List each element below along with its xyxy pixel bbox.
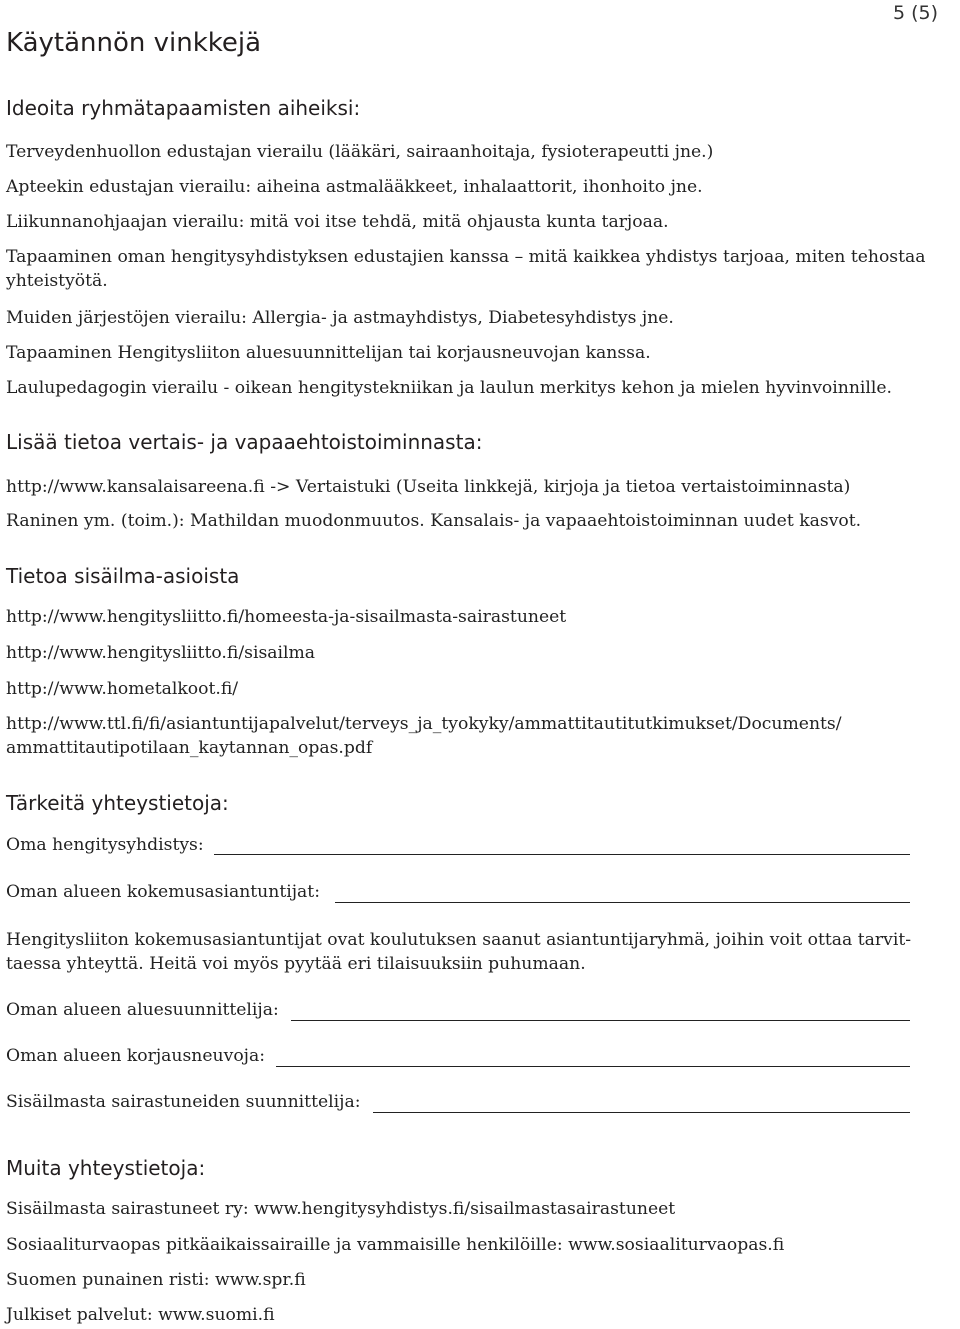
ideas-heading: Ideoita ryhmätapaamisten aiheiksi: [6,96,361,120]
other-contact-item[interactable]: Sosiaaliturvaopas pitkäaikaissairaille ja vammaisille henkilöille: www.sosiaaliturvaopas.fi [6,1235,785,1255]
field-label-indoor-planner: Sisäilmasta sairastuneiden suunnittelija: [6,1092,361,1112]
volunteer-reference: Raninen ym. (toim.): Mathildan muodonmuutos. Kansalais- ja vapaaehtoistoiminnan uudet kasvot. [6,511,862,531]
fill-line-regional-planner[interactable] [291,1020,910,1021]
field-label-repair-advisor: Oman alueen korjausneuvoja: [6,1046,266,1066]
idea-item: Tapaaminen Hengitysliiton aluesuunnittelijan tai korjausneuvojan kanssa. [6,343,651,363]
idea-item: Liikunnanohjaajan vierailu: mitä voi itse tehdä, mitä ohjausta kunta tarjoaa. [6,212,669,232]
experts-note-line-2: taessa yhteyttä. Heitä voi myös pyytää eri tilaisuuksiin puhumaan. [6,954,586,974]
other-contact-item[interactable]: Julkiset palvelut: www.suomi.fi [6,1305,275,1325]
contacts-heading: Tärkeitä yhteystietoja: [6,791,229,815]
page-number: 5 (5) [892,2,938,24]
idea-item: Terveydenhuollon edustajan vierailu (lääkäri, sairaanhoitaja, fysioterapeutti jne.) [6,142,714,162]
indoor-air-link-continued[interactable]: ammattitautipotilaan_kaytannan_opas.pdf [6,738,373,758]
fill-line-experts[interactable] [335,902,910,903]
volunteer-link[interactable]: http://www.kansalaisareena.fi -> Vertaistuki (Useita linkkejä, kirjoja ja tietoa vertaistoiminnasta) [6,477,851,497]
idea-item: Apteekin edustajan vierailu: aiheina astmalääkkeet, inhalaattorit, ihonhoito jne. [6,177,703,197]
field-label-experts: Oman alueen kokemusasiantuntijat: [6,882,320,902]
volunteer-heading: Lisää tietoa vertais- ja vapaaehtoistoiminnasta: [6,430,483,454]
idea-item: Tapaaminen oman hengitysyhdistyksen edustajien kanssa – mitä kaikkea yhdistys tarjoaa, miten tehostaa yhteistyötä. [6,247,926,291]
other-contact-item[interactable]: Suomen punainen risti: www.spr.fi [6,1270,306,1290]
fill-line-association[interactable] [214,854,910,855]
other-contacts-heading: Muita yhteystietoja: [6,1156,206,1180]
indoor-air-link[interactable]: http://www.hometalkoot.fi/ [6,679,239,699]
fill-line-repair-advisor[interactable] [276,1066,910,1067]
field-label-regional-planner: Oman alueen aluesuunnittelija: [6,1000,279,1020]
page-title: Käytännön vinkkejä [6,28,262,58]
field-label-association: Oma hengitysyhdistys: [6,835,204,855]
indoor-air-link[interactable]: http://www.hengitysliitto.fi/sisailma [6,643,316,663]
other-contact-item[interactable]: Sisäilmasta sairastuneet ry: www.hengitysyhdistys.fi/sisailmastasairastuneet [6,1199,676,1219]
indoor-air-heading: Tietoa sisäilma-asioista [6,564,240,588]
experts-note-line-1: Hengitysliiton kokemusasiantuntijat ovat koulutuksen saanut asiantuntijaryhmä, joihin voit ottaa tarvit- [6,930,912,950]
idea-item: Muiden järjestöjen vierailu: Allergia- ja astmayhdistys, Diabetesyhdistys jne. [6,308,674,328]
idea-item: Laulupedagogin vierailu - oikean hengitystekniikan ja laulun merkitys kehon ja mielen hyvinvoinnille. [6,378,893,398]
indoor-air-link[interactable]: http://www.ttl.fi/fi/asiantuntijapalvelut/terveys_ja_tyokyky/ammattitautitutkimukset/Documents/ [6,714,842,734]
indoor-air-link[interactable]: http://www.hengitysliitto.fi/homeesta-ja-sisailmasta-sairastuneet [6,607,567,627]
fill-line-indoor-planner[interactable] [373,1112,910,1113]
